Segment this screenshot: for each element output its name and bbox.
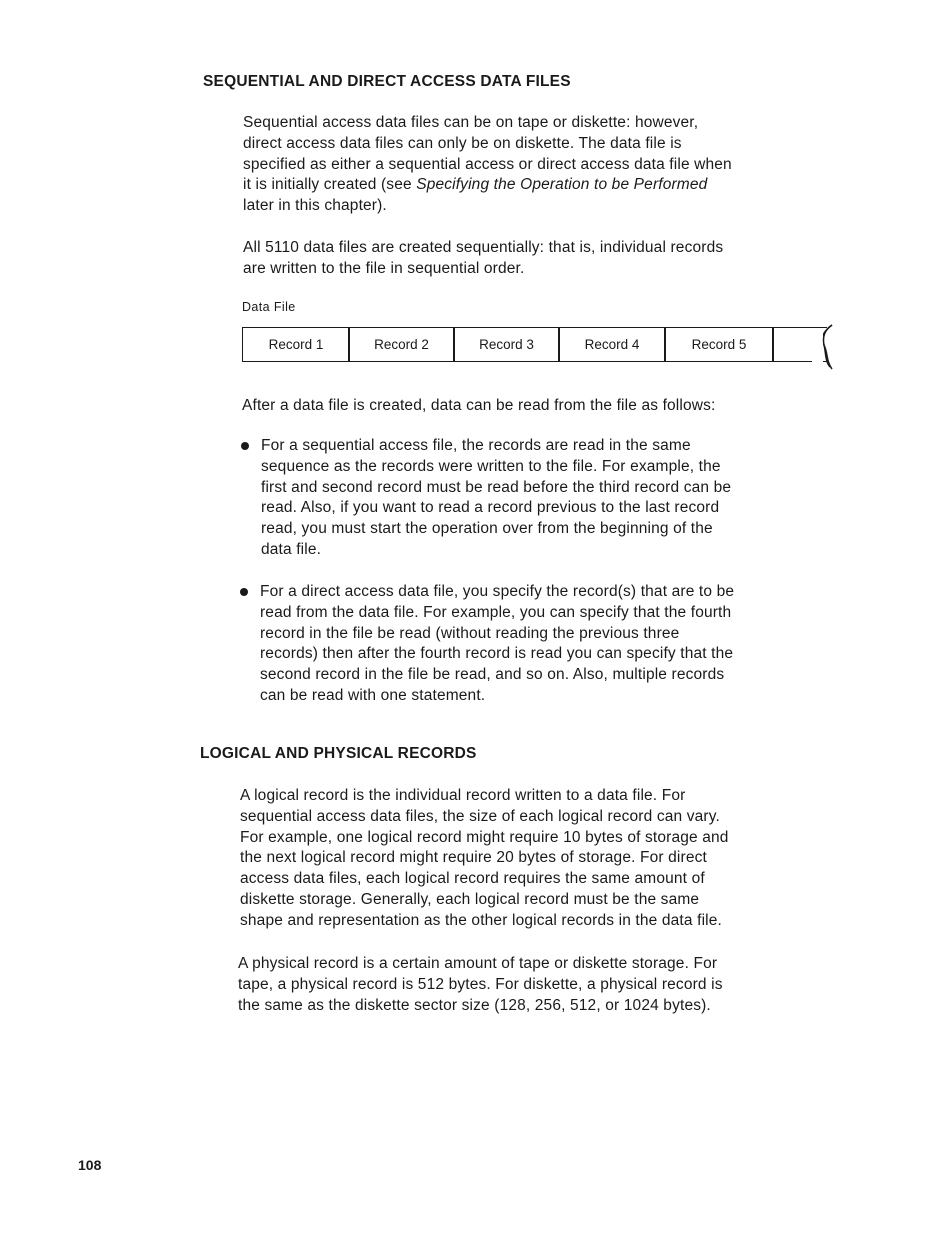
- data-file-diagram: [242, 327, 842, 371]
- record-box-3: [453, 327, 560, 362]
- text-line: sequential access data files, the size of each logical record can vary.: [240, 807, 720, 825]
- text-line: direct access data files can only be on diskette. The data file is: [243, 134, 682, 152]
- break-line-icon: [812, 323, 842, 371]
- text-line: All 5110 data files are created sequentially: that is, individual records: [243, 239, 724, 256]
- record-label: Record 1: [268, 337, 324, 352]
- bullet-dot-icon: [240, 588, 248, 596]
- record-box-1: [242, 327, 350, 362]
- text-line: diskette storage. Generally, each logical record must be the same: [240, 890, 700, 908]
- record-label: Record 2: [374, 337, 429, 352]
- record-label: Record 3: [479, 337, 534, 352]
- text-line: For example, one logical record might require 10 bytes of storage and: [240, 828, 729, 846]
- text-line: read. Also, if you want to read a record previous to the last record: [261, 499, 720, 517]
- bullet-item-sequential: [261, 436, 731, 561]
- text-line: can be read with one statement.: [260, 686, 486, 704]
- paragraph-physical-record: [238, 954, 723, 1016]
- text-line: record in the file be read (without reading the previous three: [260, 624, 680, 642]
- text-line: For a sequential access file, the records are read in the same: [261, 437, 691, 454]
- page-number: 108: [78, 1157, 102, 1173]
- paragraph-read-intro: [242, 396, 715, 417]
- text-line: A logical record is the individual record written to a data file. For: [240, 787, 686, 804]
- paragraph-logical-record: [240, 786, 729, 932]
- text-line: [243, 175, 732, 196]
- text-line: access data files, each logical record requires the same amount of: [240, 870, 705, 888]
- text-line: data file.: [261, 540, 322, 558]
- text-line: Sequential access data files can be on tape or diskette: however,: [243, 114, 699, 131]
- text-fragment: it is initially created (see: [243, 176, 417, 194]
- text-line: A physical record is a certain amount of tape or diskette storage. For: [238, 955, 718, 972]
- text-line: the same as the diskette sector size (128, 256, 512, or 1024 bytes).: [238, 996, 711, 1014]
- record-box-4: [558, 327, 666, 362]
- section-heading-logical-physical: LOGICAL AND PHYSICAL RECORDS: [200, 745, 477, 762]
- text-line: second record in the file be read, and so on. Also, multiple records: [260, 666, 725, 684]
- text-line: After a data file is created, data can be read from the file as follows:: [242, 397, 716, 414]
- text-line: read, you must start the operation over from the beginning of the: [261, 520, 713, 538]
- paragraph-access-files: [243, 113, 732, 217]
- record-box-2: [348, 327, 455, 362]
- text-line: tape, a physical record is 512 bytes. For diskette, a physical record is: [238, 975, 723, 993]
- text-line: For a direct access data file, you specify the record(s) that are to be: [260, 583, 735, 600]
- text-line: the next logical record might require 20 bytes of storage. For direct: [240, 849, 707, 867]
- section-heading-sequential-direct: SEQUENTIAL AND DIRECT ACCESS DATA FILES: [203, 73, 571, 90]
- text-line: records) then after the fourth record is read you can specify that the: [260, 645, 734, 663]
- text-line: later in this chapter).: [243, 197, 387, 215]
- text-line: specified as either a sequential access or direct access data file when: [243, 155, 732, 173]
- diagram-caption: Data File: [242, 300, 296, 314]
- text-line: are written to the file in sequential order.: [243, 259, 525, 277]
- record-label: Record 5: [691, 337, 747, 352]
- record-label: Record 4: [584, 337, 640, 352]
- record-box-5: [664, 327, 774, 362]
- cross-reference-title: Specifying the Operation to be Performed: [416, 176, 708, 194]
- text-line: sequence as the records were written to the file. For example, the: [261, 457, 721, 475]
- text-line: read from the data file. For example, you can specify that the fourth: [260, 603, 732, 621]
- paragraph-sequential-creation: [243, 238, 723, 280]
- text-line: first and second record must be read before the third record can be: [261, 478, 732, 496]
- bullet-item-direct: [260, 582, 734, 707]
- bullet-dot-icon: [241, 442, 249, 450]
- text-line: shape and representation as the other logical records in the data file.: [240, 911, 722, 929]
